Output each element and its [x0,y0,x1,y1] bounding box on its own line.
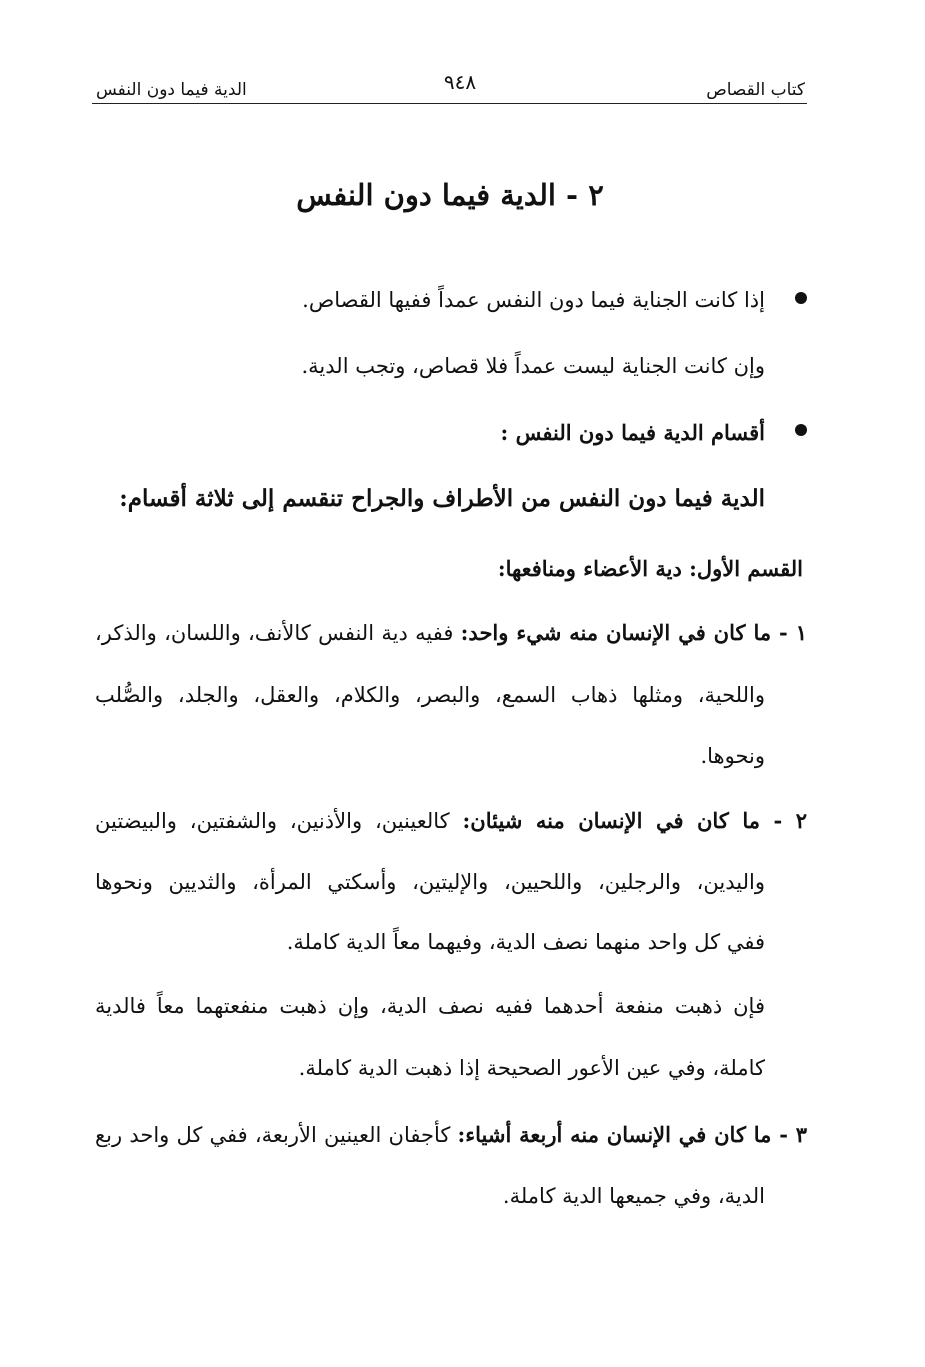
subheading-first-division: القسم الأول: دية الأعضاء ومنافعها: [497,556,803,581]
item-2-lead: ٢ - ما كان في الإنسان منه شيئان: [462,808,807,833]
item-2-rest: كالعينين، والأذنين، والشفتين، والبيضتين [95,809,450,833]
item-3-lead: ٣ - ما كان في الإنسان منه أربعة أشياء: [457,1122,807,1147]
item-1-line-1 [95,620,807,646]
header-rule [92,103,807,104]
running-header-section: الدية فيما دون النفس [96,80,247,100]
item-2-line-2: واليدين، والرجلين، واللحيين، والإليتين، وأسكتي المرأة، والثديين ونحوها [95,870,765,894]
item-2-line-5: كاملة، وفي عين الأعور الصحيحة إذا ذهبت الدية كاملة. [298,1056,765,1080]
paragraph-three-divisions: الدية فيما دون النفس من الأطراف والجراح تنقسم إلى ثلاثة أقسام: [119,485,765,512]
bullet-icon [795,292,807,304]
item-1-rest: ففيه دية النفس كالأنف، واللسان، والذكر، [95,621,454,645]
item-3-line-2: الدية، وفي جميعها الدية كاملة. [502,1184,765,1208]
paragraph-intentional: إذا كانت الجناية فيما دون النفس عمداً ففيها القصاص. [302,288,765,312]
bullet-icon [795,424,807,436]
item-2-line-1 [95,808,807,834]
section-title: ٢ - الدية فيما دون النفس [296,178,604,212]
item-2-line-4: فإن ذهبت منفعة أحدهما ففيه نصف الدية، وإن ذهبت منفعتهما معاً فالدية [95,994,765,1018]
subheading-divisions: أقسام الدية فيما دون النفس : [500,420,765,445]
running-header-book: كتاب القصاص [706,80,805,100]
item-1-line-3: ونحوها. [700,744,765,768]
item-2-line-3: ففي كل واحد منهما نصف الدية، وفيهما معاً الدية كاملة. [286,930,765,954]
page-number: ٩٤٨ [443,70,477,94]
item-3-rest: كأجفان العينين الأربعة، ففي كل واحد ربع [95,1123,451,1147]
item-1-lead: ١ - ما كان في الإنسان منه شيء واحد: [460,620,807,645]
item-1-line-2: واللحية، ومثلها ذهاب السمع، والبصر، والكلام، والعقل، والجلد، والصُّلب [95,683,765,707]
item-3-line-1 [95,1122,807,1148]
paragraph-unintentional: وإن كانت الجناية ليست عمداً فلا قصاص، وتجب الدية. [301,354,765,378]
